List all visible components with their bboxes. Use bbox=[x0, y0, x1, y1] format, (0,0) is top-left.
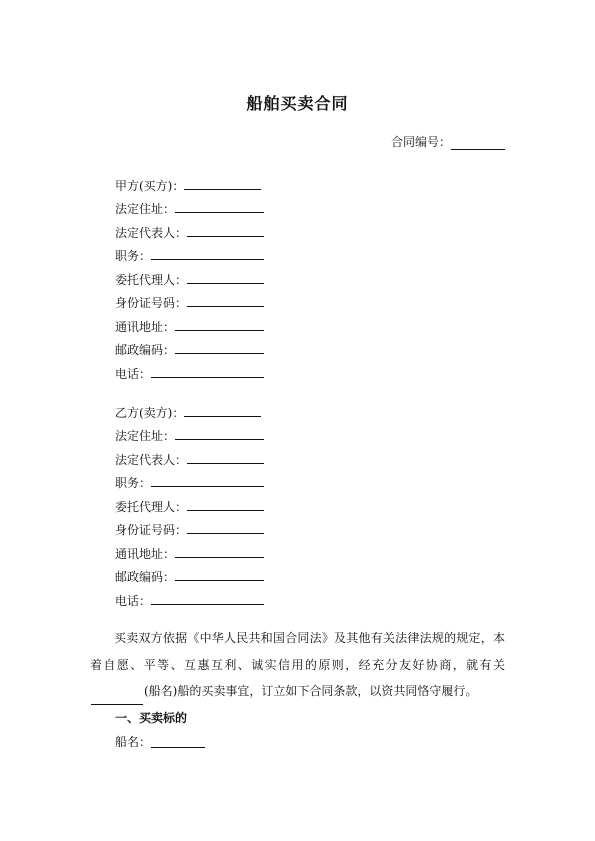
preamble-paragraph bbox=[90, 625, 505, 705]
party-b-field bbox=[115, 538, 264, 562]
party-b-field bbox=[115, 515, 264, 539]
field-blank[interactable] bbox=[151, 245, 264, 260]
field-blank[interactable] bbox=[184, 175, 261, 190]
field-blank[interactable] bbox=[187, 496, 264, 511]
field-blank[interactable] bbox=[187, 449, 264, 464]
party-b-field bbox=[115, 397, 264, 421]
party-b-field bbox=[115, 468, 264, 492]
preamble-text-after: (船名)船的买卖事宜，订立如下合同条款，以资共同恪守履行。 bbox=[144, 684, 478, 698]
contract-number-label: 合同编号： bbox=[390, 135, 451, 149]
party-a-field bbox=[115, 170, 264, 194]
party-b-field bbox=[115, 562, 264, 586]
party-a-block bbox=[115, 170, 264, 382]
field-label: 邮政编码： bbox=[115, 570, 176, 584]
party-a-field bbox=[115, 311, 264, 335]
ship-name-row bbox=[115, 733, 205, 750]
field-label: 法定代表人： bbox=[115, 225, 188, 240]
party-a-field bbox=[115, 194, 264, 218]
field-blank[interactable] bbox=[175, 566, 264, 581]
field-label: 通讯地址： bbox=[115, 319, 176, 334]
field-blank[interactable] bbox=[151, 363, 264, 378]
field-blank[interactable] bbox=[151, 472, 264, 487]
party-a-field bbox=[115, 264, 264, 288]
field-blank[interactable] bbox=[187, 519, 264, 534]
party-b-block bbox=[115, 397, 264, 609]
ship-name-field-blank[interactable] bbox=[151, 733, 205, 748]
field-blank[interactable] bbox=[187, 292, 264, 307]
field-label: 法定代表人： bbox=[115, 452, 188, 467]
field-label: 邮政编码： bbox=[115, 343, 176, 357]
field-label: 通讯地址： bbox=[115, 546, 176, 561]
preamble-text-before: 买卖双方依据《中华人民共和国合同法》及其他有关法律法规的规定，本着自愿、平等、互惠互利、诚实信用的原则，经充分友好协商，就有关 bbox=[90, 631, 505, 672]
field-label: 委托代理人： bbox=[115, 272, 188, 287]
ship-name-blank[interactable] bbox=[91, 690, 143, 705]
field-blank[interactable] bbox=[175, 316, 264, 331]
party-a-field bbox=[115, 335, 264, 359]
party-b-field bbox=[115, 444, 264, 468]
field-blank[interactable] bbox=[175, 425, 264, 440]
field-blank[interactable] bbox=[175, 543, 264, 558]
party-a-field bbox=[115, 288, 264, 312]
field-label: 乙方(卖方)： bbox=[115, 405, 185, 420]
field-label: 甲方(买方)： bbox=[115, 178, 185, 193]
document-title: 船舶买卖合同 bbox=[246, 94, 349, 113]
field-blank[interactable] bbox=[175, 198, 264, 213]
party-b-field bbox=[115, 585, 264, 609]
contract-number-blank[interactable] bbox=[451, 135, 505, 150]
field-label: 职务： bbox=[115, 476, 152, 490]
field-blank[interactable] bbox=[187, 269, 264, 284]
field-blank[interactable] bbox=[175, 339, 264, 354]
party-a-field bbox=[115, 217, 264, 241]
field-label: 法定住址： bbox=[115, 429, 176, 443]
party-b-field bbox=[115, 491, 264, 515]
party-a-field bbox=[115, 241, 264, 265]
field-label: 电话： bbox=[115, 366, 152, 381]
field-label: 职务： bbox=[115, 249, 152, 263]
contract-number-row bbox=[391, 133, 505, 150]
field-blank[interactable] bbox=[187, 222, 264, 237]
field-label: 委托代理人： bbox=[115, 499, 188, 514]
field-label: 电话： bbox=[115, 593, 152, 608]
party-a-field bbox=[115, 358, 264, 382]
field-blank[interactable] bbox=[184, 402, 261, 417]
field-label: 身份证号码： bbox=[115, 523, 188, 537]
ship-name-label: 船名： bbox=[115, 735, 152, 749]
field-label: 法定住址： bbox=[115, 202, 176, 216]
field-label: 身份证号码： bbox=[115, 296, 188, 310]
field-blank[interactable] bbox=[151, 590, 264, 605]
section-heading: 一、买卖标的 bbox=[115, 711, 188, 725]
party-b-field bbox=[115, 421, 264, 445]
